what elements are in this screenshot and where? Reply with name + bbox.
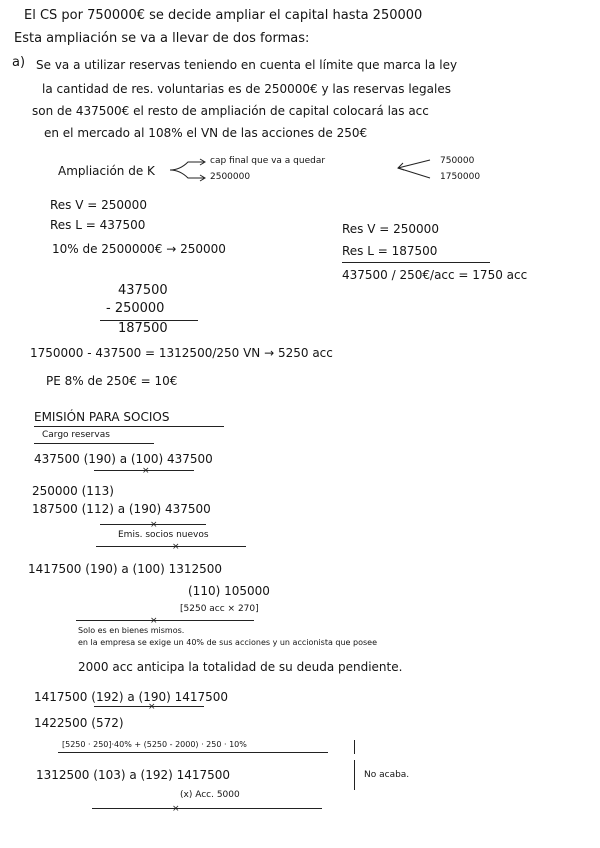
part-a-line-3: son de 437500€ el resto de ampliación de capital colocará las acc (32, 104, 429, 118)
entry-6-cross: × (172, 804, 180, 814)
issue-calc: 1750000 - 437500 = 1312500/250 VN → 5250 acc (30, 346, 333, 360)
note-2: en la empresa se exige un 40% de sus acciones y un accionista que posee (78, 638, 377, 647)
entry-4: 1417500 (192) a (190) 1417500 (34, 690, 229, 704)
ampliacion-right-top: 750000 (440, 156, 475, 166)
note-3: 2000 acc anticipa la totalidad de su deuda pendiente. (78, 660, 403, 674)
ampliacion-branch-bottom: 2500000 (210, 172, 251, 182)
reserve-voluntary-right: Res V = 250000 (342, 222, 439, 236)
reserve-legal-right: Res L = 187500 (342, 244, 438, 258)
entry-3a: 1417500 (190) a (100) 1312500 (28, 562, 223, 576)
section-title-underline (34, 426, 224, 427)
part-a-line-1: Se va a utilizar reservas teniendo en cuenta el límite que marca la ley (36, 58, 458, 72)
side-mark-upper (354, 740, 355, 754)
entry-5-rule (58, 752, 328, 753)
note-1: Solo es en bienes mismos. (78, 626, 185, 635)
entry-2a: 250000 (113) (32, 484, 114, 498)
entry-6a: 1312500 (103) a (192) 1417500 (36, 768, 231, 782)
subtraction-top: 437500 (118, 283, 168, 298)
intro-line-1: El CS por 750000€ se decide ampliar el capital hasta 250000 (24, 8, 423, 23)
right-sum-rule (342, 262, 490, 263)
reserve-voluntary-left: Res V = 250000 (50, 198, 147, 212)
entry-3-note: [5250 acc × 270] (180, 604, 259, 614)
premium-calc: PE 8% de 250€ = 10€ (46, 374, 178, 388)
entry-2-note: Emis. socios nuevos (118, 530, 209, 540)
entry-6-rule (92, 808, 322, 809)
branch-arrows-right (396, 156, 432, 182)
entry-2-cross: × (150, 520, 158, 530)
entry-5b: [5250 · 250]·40% + (5250 - 2000) · 250 · 10% (62, 740, 247, 749)
entry-4-cross: × (148, 702, 156, 712)
side-note: No acaba. (364, 770, 410, 780)
ampliacion-label: Ampliación de K (58, 164, 155, 178)
entry-5a: 1422500 (572) (34, 716, 124, 730)
ampliacion-branch-top: cap final que va a quedar (210, 156, 326, 166)
side-brace (354, 760, 355, 790)
entry-3-cross: × (150, 616, 158, 626)
subtraction-minus: - 250000 (106, 301, 165, 316)
section-subtitle: Cargo reservas (42, 430, 110, 440)
entry-2-note-rule (96, 546, 246, 547)
entry-3-rule (76, 620, 254, 621)
part-a-line-2: la cantidad de res. voluntarias es de 250000€ y las reservas legales (42, 82, 451, 96)
reserve-legal-left: Res L = 437500 (50, 218, 146, 232)
branch-arrows-left (168, 156, 208, 184)
part-a-marker: a) (12, 55, 26, 70)
entry-2b: 187500 (112) a (190) 437500 (32, 502, 211, 516)
entry-3b: (110) 105000 (188, 584, 270, 598)
ten-percent-calc: 10% de 2500000€ → 250000 (52, 242, 226, 256)
entry-2-note-cross: × (172, 542, 180, 552)
entry-1-cross: × (142, 466, 150, 476)
intro-line-2: Esta ampliación se va a llevar de dos formas: (14, 31, 310, 46)
ampliacion-right-bottom: 1750000 (440, 172, 481, 182)
part-a-line-4: en el mercado al 108% el VN de las acciones de 250€ (44, 126, 368, 140)
entry-1: 437500 (190) a (100) 437500 (34, 452, 213, 466)
shares-result: 437500 / 250€/acc = 1750 acc (342, 268, 528, 282)
subtraction-result: 187500 (118, 321, 168, 336)
entry-6b: (x) Acc. 5000 (180, 790, 240, 800)
section-subtitle-underline (34, 443, 154, 444)
section-title: EMISIÓN PARA SOCIOS (34, 410, 170, 424)
